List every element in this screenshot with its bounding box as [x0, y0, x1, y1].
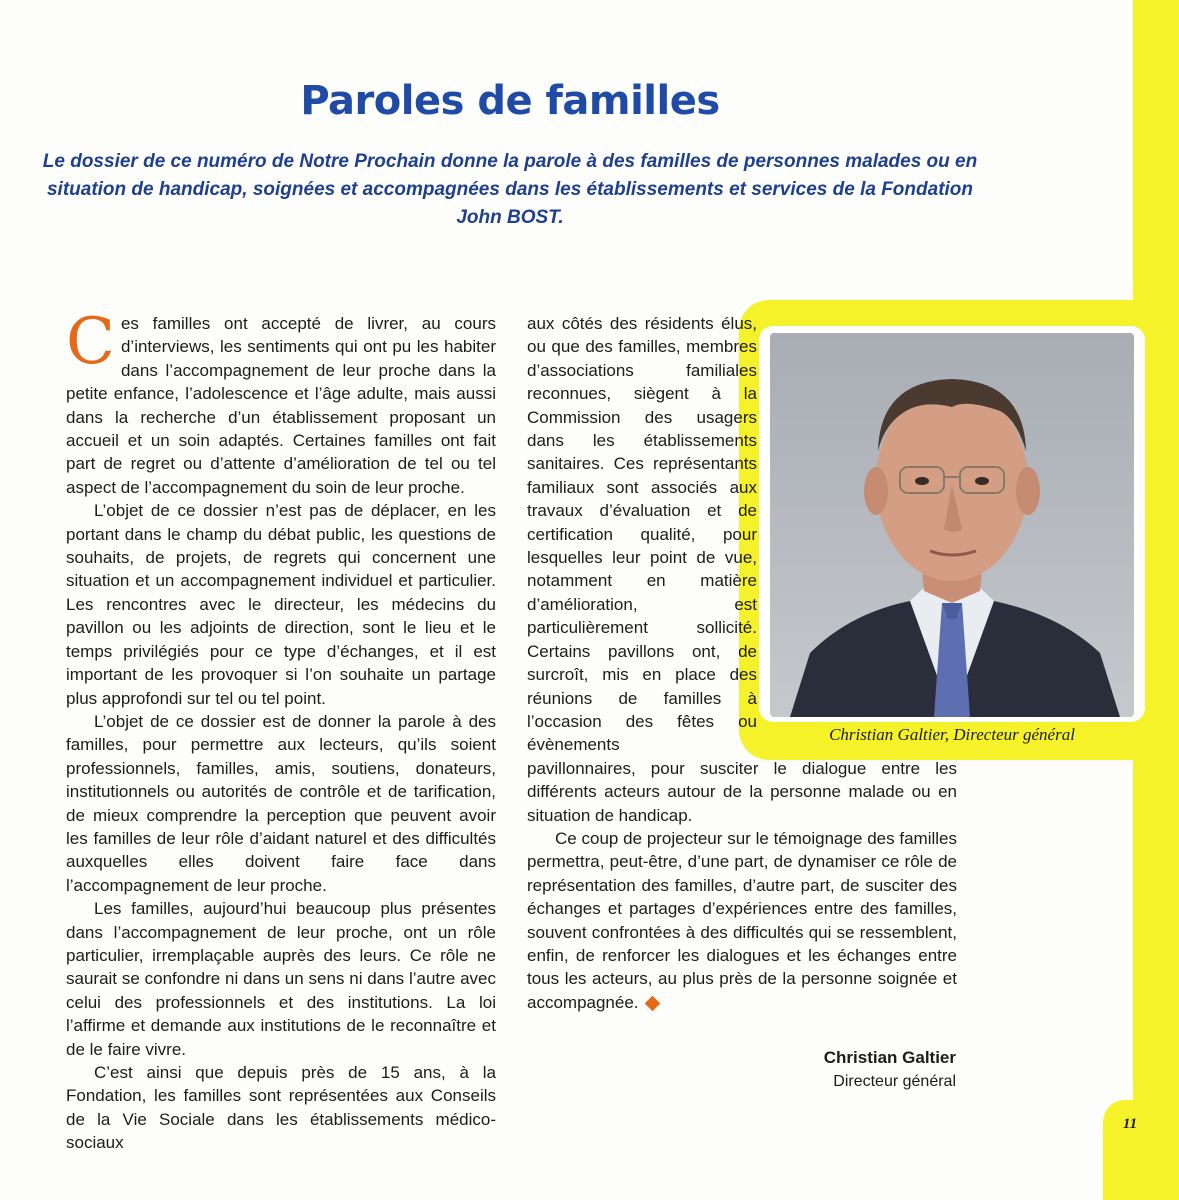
left-column	[66, 305, 496, 1155]
paragraph-6-wide: pavillonnaires, pour susciter le dialogue entre les différents acteurs autour de la personne malade ou en situation de handicap.	[527, 758, 957, 825]
yellow-page-number-tab	[1103, 1100, 1179, 1200]
page-number: 11	[1122, 1116, 1138, 1132]
dropcap: C	[66, 305, 115, 379]
paragraph-1-text: es familles ont accepté de livrer, au cours d’interviews, les sentiments qui ont pu les habiter dans l’accompagnement de leur proche dans la petite enfance, l’adolescence et l’âge adulte, mais aussi dans la recherche d’un établissement proposant un accueil et un soin adaptés. Certaines familles ont fait part de regret ou d’attente d’amélioration de tel ou tel aspect de l’accompagnement du soin de leur proche.	[66, 314, 496, 497]
paragraph-4: Les familles, aujourd’hui beaucoup plus présentes dans l’accompagnement de leur proche, ont un rôle particulier, irremplaçable auprès des leurs. Ce rôle ne saurait se confondre ni dans un sens ni dans l’autre avec celui des professionnels et des institutions. La loi l’affirme et demande aux institutions de le reconnaître et de le faire vivre.	[66, 899, 496, 1059]
portrait-photo	[770, 333, 1134, 717]
article-lead: Le dossier de ce numéro de Notre Prochain donne la parole à des familles de personnes malades ou en situation de handicap, soignées et accompagnées dans les établissements et services de la Fondation John BOST.	[42, 151, 978, 228]
portrait-illustration	[770, 333, 1134, 717]
paragraph-6-narrow: aux côtés des résidents élus, ou que des familles, membres d’associations familiales reconnues, siègent à la Commission des usagers dans les établissements sanitaires. Ces représentants familiaux sont associés aux travaux d’évaluation et de certification qualité, pour lesquelles leur point de vue, notamment en matière d’amélioration, est particulièrement sollicité. Certains pavillons ont, de surcroît, mis en place des réunions de familles à l’occasion des fêtes ou évènements	[527, 314, 757, 755]
yellow-frame-top	[1133, 0, 1179, 330]
article-title: Paroles de familles	[300, 78, 720, 124]
paragraph-2: L’objet de ce dossier n’est pas de déplacer, en les portant dans le champ du débat public, les questions de souhaits, de projets, de regrets qui concernent une situation et un accompagnement individuel et particulier. Les rencontres avec le directeur, les médecins du pavillon ou les adjoints de direction, sont le lieu et le temps privilégiés pour ce type d’échanges, et il est important de les provoquer si l’on souhaite un partage plus approfondi sur tel ou tel point.	[66, 501, 496, 708]
paragraph-3: L’objet de ce dossier est de donner la parole à des familles, pour permettre aux lecteurs, qu’ils soient professionnels, familles, amis, soutiens, donateurs, institutionnels ou autorités de contrôle et de tarification, de mieux comprendre la perception que peuvent avoir les familles de leur rôle d’aidant naturel et des difficultés auxquelles elles doivent faire face dans l’accompagnement de leur proche.	[66, 711, 496, 895]
paragraph-1	[66, 305, 496, 499]
paragraph-5: C’est ainsi que depuis près de 15 ans, à la Fondation, les familles sont représentées aux Conseils de la Vie Sociale dans les établissements médico-sociaux	[66, 1063, 496, 1153]
paragraph-7	[527, 827, 957, 1014]
signature-role: Directeur général	[833, 1073, 956, 1090]
photo-caption: Christian Galtier, Directeur général	[829, 725, 1075, 744]
end-mark-icon	[644, 996, 660, 1012]
signature-name: Christian Galtier	[823, 1048, 956, 1067]
paragraph-7-text: Ce coup de projecteur sur le témoignage des familles permettra, peut-être, d’une part, de dynamiser ce rôle de représentation des familles, d’autre part, de susciter des échanges et partages d’expériences entre des familles, souvent confrontées à des difficultés qui se ressemblent, enfin, de renforcer les dialogues et les échanges entre tous les acteurs, au plus près de la personne soignée et accompagnée.	[527, 828, 957, 1012]
